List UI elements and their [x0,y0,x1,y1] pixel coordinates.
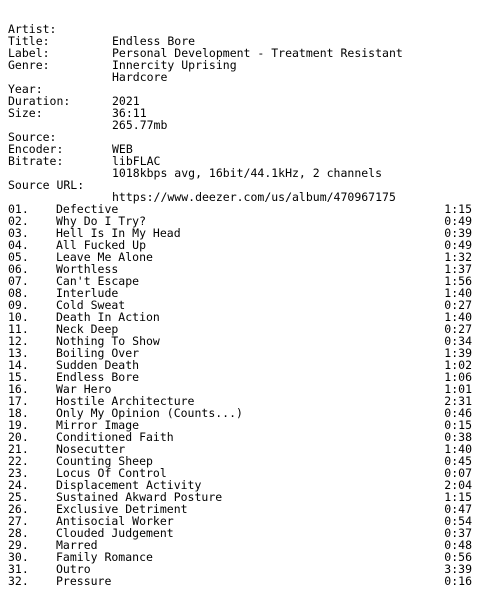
track-duration: 1:40 [444,442,472,456]
track-duration: 0:34 [444,334,472,348]
spacer [8,59,476,71]
track-number: 26. [8,502,29,516]
size-label: Size: [8,106,43,120]
track-duration: 0:46 [444,406,472,420]
track-title: Defective [56,202,119,216]
track-number: 05. [8,250,29,264]
track-title: Pressure [56,574,112,588]
track-duration: 0:27 [444,322,472,336]
track-duration: 1:15 [444,490,472,504]
track-title: War Hero [56,382,112,396]
label-value: Innercity Uprising [112,58,237,72]
track-duration: 2:31 [444,394,472,408]
track-title: Interlude [56,286,119,300]
track-title: Outro [56,562,91,576]
track-duration: 0:54 [444,514,472,528]
genre-value: Hardcore [112,70,168,84]
label-label: Label: [8,46,50,60]
release-info-document [8,11,476,587]
track-number: 17. [8,394,29,408]
track-number: 10. [8,310,29,324]
track-duration: 0:47 [444,502,472,516]
track-number: 12. [8,334,29,348]
track-duration: 1:40 [444,310,472,324]
track-number: 20. [8,430,29,444]
track-number: 28. [8,526,29,540]
track-number: 25. [8,490,29,504]
track-title: Mirror Image [56,418,140,432]
track-number: 01. [8,202,29,216]
track-title: Worthless [56,262,119,276]
track-title: Neck Deep [56,322,119,336]
track-title: Death In Action [56,310,160,324]
bitrate-value: 1018kbps avg, 16bit/44.1kHz, 2 channels [112,166,383,180]
source-url-row [8,167,476,204]
track-title: Cold Sweat [56,298,126,312]
track-duration: 3:39 [444,562,472,576]
track-duration: 1:40 [444,286,472,300]
track-title: Family Romance [56,550,153,564]
track-duration: 1:32 [444,250,472,264]
encoder-label: Encoder: [8,142,64,156]
track-title: Exclusive Detriment [56,502,188,516]
track-duration: 1:39 [444,346,472,360]
encoding-section [8,119,476,180]
year-label: Year: [8,82,43,96]
track-row [8,575,476,587]
genre-label: Genre: [8,58,50,72]
track-duration: 1:01 [444,382,472,396]
track-title: Nosecutter [56,442,126,456]
track-duration: 1:15 [444,202,472,216]
source-url-label: Source URL: [8,178,85,192]
track-number: 06. [8,262,29,276]
track-duration: 0:39 [444,226,472,240]
track-title: Endless Bore [56,370,140,384]
track-title: Sustained Akward Posture [56,490,223,504]
title-value: Personal Development - Treatment Resistant [112,46,403,60]
track-number: 30. [8,550,29,564]
track-number: 23. [8,466,29,480]
duration-label: Duration: [8,94,71,108]
track-number: 27. [8,514,29,528]
track-title: Antisocial Worker [56,514,174,528]
track-number: 03. [8,226,29,240]
track-duration: 1:56 [444,274,472,288]
track-duration: 0:27 [444,298,472,312]
track-duration: 0:49 [444,214,472,228]
track-duration: 0:16 [444,574,472,588]
tracklist [8,203,476,587]
track-number: 31. [8,562,29,576]
track-title: Locus Of Control [56,466,167,480]
track-number: 08. [8,286,29,300]
track-number: 22. [8,454,29,468]
track-number: 29. [8,538,29,552]
track-number: 24. [8,478,29,492]
track-duration: 1:02 [444,358,472,372]
track-number: 15. [8,370,29,384]
track-number: 02. [8,214,29,228]
year-value: 2021 [112,94,140,108]
track-title: Boiling Over [56,346,140,360]
track-title: Nothing To Show [56,334,160,348]
info-section [8,11,476,84]
track-title: Conditioned Faith [56,430,174,444]
track-number: 09. [8,298,29,312]
track-title: Sudden Death [56,358,140,372]
track-title: Can't Escape [56,274,140,288]
track-duration: 1:06 [444,370,472,384]
track-number: 19. [8,418,29,432]
track-number: 14. [8,358,29,372]
artist-label: Artist: [8,22,57,36]
track-duration: 1:37 [444,262,472,276]
track-number: 07. [8,274,29,288]
track-duration: 0:45 [444,454,472,468]
track-duration: 0:07 [444,466,472,480]
spacer [8,107,476,119]
size-value: 265.77mb [112,118,168,132]
track-title: Marred [56,538,98,552]
track-duration: 2:04 [444,478,472,492]
duration-value: 36:11 [112,106,147,120]
source-url-link[interactable]: https://www.deezer.com/us/album/470967175 [112,190,396,204]
track-title: Counting Sheep [56,454,153,468]
track-duration: 0:38 [444,430,472,444]
track-duration: 0:56 [444,550,472,564]
track-duration: 0:15 [444,418,472,432]
track-title: Clouded Judgement [56,526,174,540]
details-section [8,71,476,132]
track-duration: 0:37 [444,526,472,540]
track-title: Displacement Activity [56,478,202,492]
track-duration: 0:49 [444,238,472,252]
artist-value: Endless Bore [112,34,196,48]
track-title: Hostile Architecture [56,394,195,408]
track-number: 18. [8,406,29,420]
track-number: 16. [8,382,29,396]
encoder-value: libFLAC [112,154,161,168]
bitrate-label: Bitrate: [8,154,64,168]
track-title: Hell Is In My Head [56,226,181,240]
track-title: All Fucked Up [56,238,147,252]
track-number: 11. [8,322,29,336]
track-duration: 0:48 [444,538,472,552]
track-number: 21. [8,442,29,456]
source-value: WEB [112,142,133,156]
track-number: 32. [8,574,29,588]
track-title: Leave Me Alone [56,250,153,264]
track-number: 04. [8,238,29,252]
track-title: Only My Opinion (Counts...) [56,406,243,420]
track-title: Why Do I Try? [56,214,147,228]
source-label: Source: [8,130,57,144]
title-label: Title: [8,34,50,48]
track-number: 13. [8,346,29,360]
